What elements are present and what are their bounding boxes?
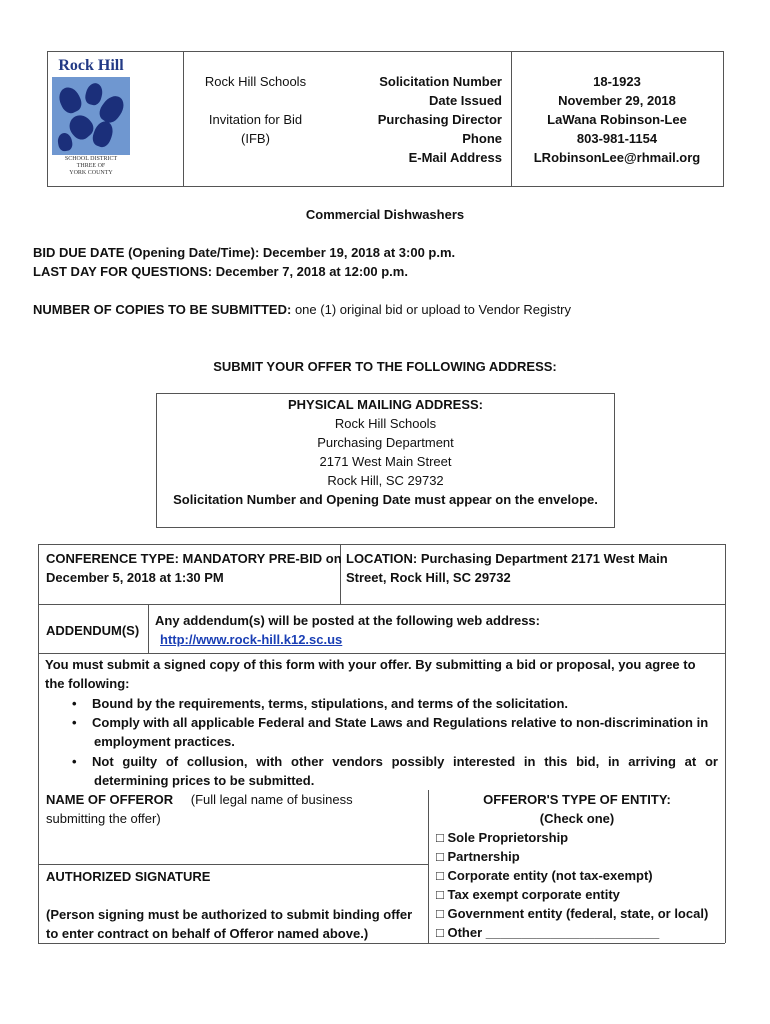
entity-option-label: Sole Proprietorship — [447, 830, 569, 845]
label-phone: Phone — [462, 131, 502, 146]
checkbox-icon[interactable]: □ — [436, 868, 444, 883]
addendum-url-link[interactable]: http://www.rock-hill.k12.sc.us — [160, 632, 343, 647]
entity-option-sole-proprietorship[interactable] — [436, 828, 568, 847]
doc-abbr: (IFB) — [241, 131, 270, 146]
offeror-name-line — [46, 790, 353, 809]
location-line: Street, Rock Hill, SC 29732 — [346, 570, 511, 585]
copies-label: NUMBER OF COPIES TO BE SUBMITTED: — [33, 302, 292, 317]
entity-option-label: Partnership — [447, 849, 520, 864]
addendum-label: ADDENDUM(S) — [46, 623, 140, 638]
offeror-name-hint: (Full legal name of business — [190, 792, 353, 807]
copies-value: one (1) original bid or upload to Vendor Registry — [294, 302, 572, 317]
logo-district: SCHOOL DISTRICT THREE OF YORK COUNTY — [64, 156, 118, 176]
agreement-bullet: • Bound by the requirements, terms, stipulations, and terms of the solicitation. — [92, 694, 568, 713]
entity-option-government[interactable] — [436, 904, 708, 923]
offeror-name-label: NAME OF OFFEROR — [46, 792, 174, 807]
logo-name: Rock Hill — [58, 57, 124, 74]
entity-subheading: (Check one) — [539, 811, 615, 826]
org-name: Rock Hill Schools — [204, 74, 307, 89]
signature-label: AUTHORIZED SIGNATURE — [46, 869, 211, 884]
value-email: LRobinsonLee@rhmail.org — [533, 150, 701, 165]
district-logo — [52, 55, 130, 176]
doc-type: Invitation for Bid — [208, 112, 303, 127]
location-line: LOCATION: Purchasing Department 2171 West Main — [346, 551, 668, 566]
entity-option-corporate[interactable] — [436, 866, 653, 885]
value-purchasing-director: LaWana Robinson-Lee — [547, 112, 687, 127]
hands-logo-icon — [52, 77, 130, 155]
checkbox-icon[interactable]: □ — [436, 887, 444, 902]
addendum-text: Any addendum(s) will be posted at the following web address: — [155, 613, 540, 628]
entity-option-label: Government entity (federal, state, or local) — [447, 906, 709, 921]
checkbox-icon[interactable]: □ — [436, 906, 444, 921]
signature-note: to enter contract on behalf of Offeror named above.) — [46, 926, 369, 941]
label-purchasing-director: Purchasing Director — [377, 112, 502, 127]
last-day-questions: LAST DAY FOR QUESTIONS: December 7, 2018 at 12:00 p.m. — [33, 264, 408, 279]
label-solicitation-number: Solicitation Number — [379, 74, 502, 89]
value-date-issued: November 29, 2018 — [558, 93, 676, 108]
submit-heading: SUBMIT YOUR OFFER TO THE FOLLOWING ADDRESS: — [213, 359, 557, 374]
checkbox-icon[interactable]: □ — [436, 925, 444, 940]
agreement-bullet-cont: determining prices to be submitted. — [94, 773, 315, 788]
table-border — [38, 544, 725, 545]
conference-date: December 5, 2018 at 1:30 PM — [46, 570, 224, 585]
entity-option-label: Other ________________________ — [447, 925, 660, 940]
table-border — [38, 544, 39, 943]
agreement-bullet-cont: employment practices. — [94, 734, 235, 749]
agreement-intro: You must submit a signed copy of this form with your offer. By submitting a bid or proposal, you agree to — [45, 657, 696, 672]
table-border — [725, 544, 726, 943]
checkbox-icon[interactable]: □ — [436, 830, 444, 845]
agreement-intro: the following: — [45, 676, 130, 691]
table-border — [38, 653, 725, 654]
address-line: Rock Hill Schools — [334, 416, 437, 431]
entity-heading: OFFEROR'S TYPE OF ENTITY: — [483, 792, 671, 807]
checkbox-icon[interactable]: □ — [436, 849, 444, 864]
address-line: Rock Hill, SC 29732 — [327, 473, 444, 488]
address-heading: PHYSICAL MAILING ADDRESS: — [287, 397, 483, 412]
table-border — [38, 604, 725, 605]
conference-type: CONFERENCE TYPE: MANDATORY PRE-BID on — [46, 551, 342, 566]
address-line: Purchasing Department — [317, 435, 454, 450]
entity-option-other[interactable] — [436, 923, 659, 942]
addendum-link-wrap — [160, 630, 342, 649]
copies-line — [33, 300, 571, 319]
label-email: E-Mail Address — [408, 150, 502, 165]
entity-option-label: Corporate entity (not tax-exempt) — [447, 868, 653, 883]
entity-option-partnership[interactable] — [436, 847, 520, 866]
table-border — [38, 943, 725, 944]
page-title: Commercial Dishwashers — [305, 207, 465, 222]
table-border — [148, 604, 149, 653]
envelope-note: Solicitation Number and Opening Date must appear on the envelope. — [173, 492, 598, 507]
address-line: 2171 West Main Street — [319, 454, 452, 469]
signature-note: (Person signing must be authorized to submit binding offer — [46, 907, 413, 922]
label-date-issued: Date Issued — [429, 93, 502, 108]
agreement-bullet: • Not guilty of collusion, with other vendors possibly interested in this bid, in arriving at or — [92, 752, 718, 771]
table-border — [38, 864, 428, 865]
bid-due-date: BID DUE DATE (Opening Date/Time): December 19, 2018 at 3:00 p.m. — [33, 245, 456, 260]
agreement-bullet: • Comply with all applicable Federal and State Laws and Regulations relative to non-discrimination in — [92, 713, 708, 732]
entity-option-label: Tax exempt corporate entity — [447, 887, 620, 902]
value-phone: 803-981-1154 — [576, 131, 658, 146]
entity-option-tax-exempt[interactable] — [436, 885, 620, 904]
value-solicitation-number: 18-1923 — [593, 74, 641, 89]
offeror-name-hint: submitting the offer) — [46, 811, 161, 826]
